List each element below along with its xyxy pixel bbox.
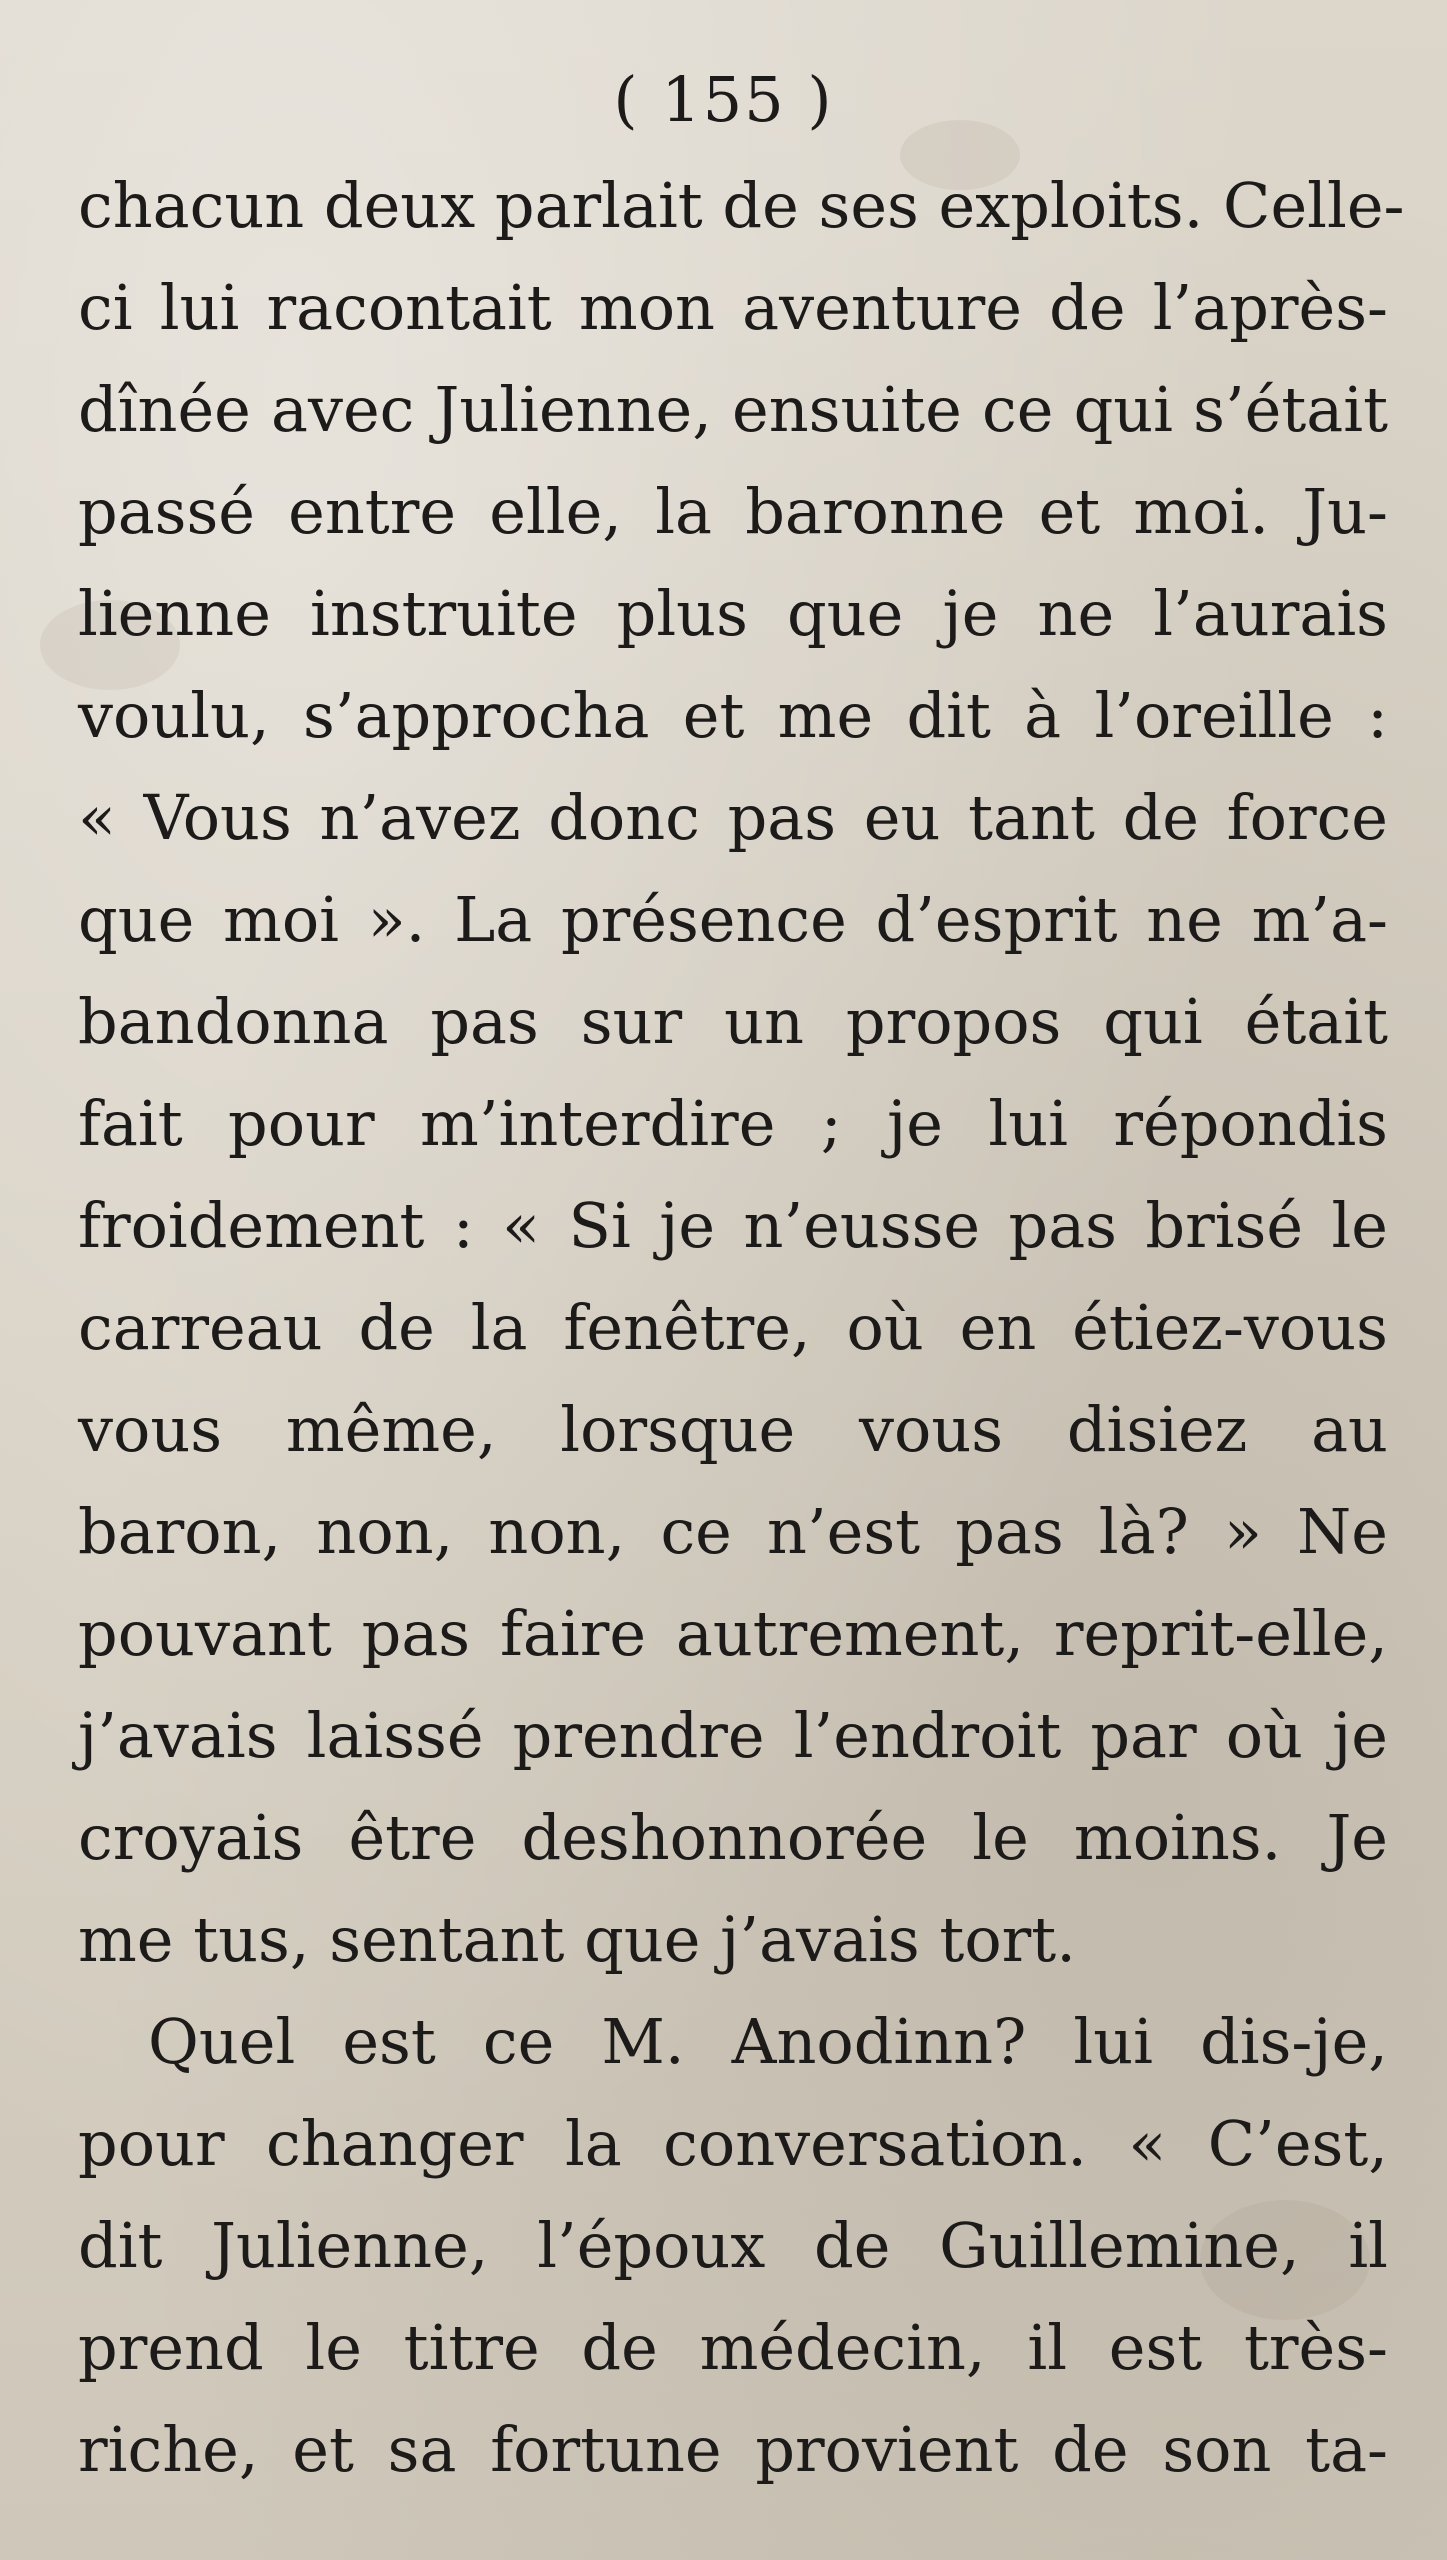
text-line: pour changer la conversation. « C’est, bbox=[78, 2107, 1388, 2180]
text-line: vous même, lorsque vous disiez au bbox=[78, 1393, 1388, 1466]
text-line: prend le titre de médecin, il est très- bbox=[78, 2311, 1388, 2384]
text-block bbox=[78, 155, 1405, 2501]
text-line: riche, et sa fortune provient de son ta- bbox=[78, 2413, 1388, 2486]
text-line: froidement : « Si je n’eusse pas brisé le bbox=[78, 1189, 1388, 1262]
text-line: dînée avec Julienne, ensuite ce qui s’était bbox=[78, 373, 1388, 446]
text-line: « Vous n’avez donc pas eu tant de force bbox=[78, 781, 1388, 854]
text-line: croyais être deshonnorée le moins. Je bbox=[78, 1801, 1388, 1874]
text-line: chacun deux parlait de ses exploits. Celle- bbox=[78, 169, 1405, 242]
text-line: Quel est ce M. Anodinn? lui dis-je, bbox=[148, 2005, 1388, 2078]
page-number: ( 155 ) bbox=[613, 63, 834, 136]
text-line: me tus, sentant que j’avais tort. bbox=[78, 1903, 1076, 1976]
text-line: j’avais laissé prendre l’endroit par où je bbox=[78, 1699, 1388, 1772]
text-line: lienne instruite plus que je ne l’aurais bbox=[78, 577, 1388, 650]
text-line: fait pour m’interdire ; je lui répondis bbox=[78, 1087, 1388, 1160]
text-line: pouvant pas faire autrement, reprit-elle, bbox=[78, 1597, 1388, 1670]
text-line: ci lui racontait mon aventure de l’après- bbox=[78, 271, 1388, 344]
text-line: dit Julienne, l’époux de Guillemine, il bbox=[78, 2209, 1388, 2282]
text-line: que moi ». La présence d’esprit ne m’a- bbox=[78, 883, 1388, 956]
text-line: carreau de la fenêtre, où en étiez-vous bbox=[78, 1291, 1388, 1364]
text-line: voulu, s’approcha et me dit à l’oreille : bbox=[78, 679, 1388, 752]
text-line: baron, non, non, ce n’est pas là? » Ne bbox=[78, 1495, 1388, 1568]
text-line: passé entre elle, la baronne et moi. Ju- bbox=[78, 475, 1388, 548]
text-line: bandonna pas sur un propos qui était bbox=[78, 985, 1388, 1058]
